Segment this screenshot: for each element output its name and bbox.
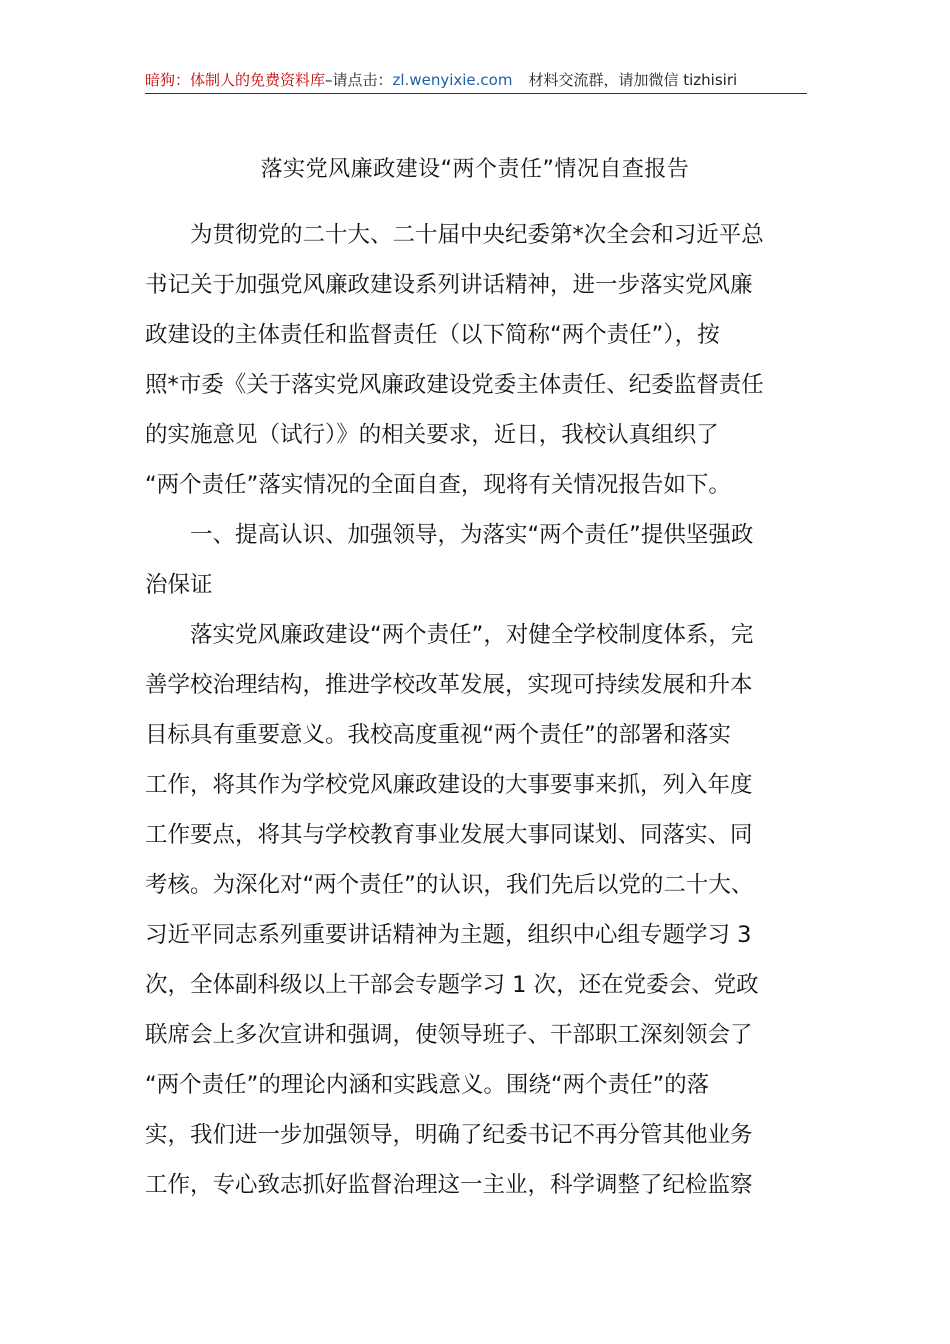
body-line: 考核。为深化对“两个责任”的认识，我们先后以党的二十大、 (145, 872, 754, 898)
page-header (145, 66, 807, 94)
section-heading-line: 治保证 (145, 572, 213, 598)
body-line: 政建设的主体责任和监督责任（以下简称“两个责任”），按 (145, 322, 720, 348)
body-line: 书记关于加强党风廉政建设系列讲话精神，进一步落实党风廉 (145, 272, 753, 298)
body-line: “两个责任”落实情况的全面自查，现将有关情况报告如下。 (145, 472, 731, 498)
body-line: 工作要点，将其与学校教育事业发展大事同谋划、同落实、同 (145, 822, 753, 848)
body-line: 目标具有重要意义。我校高度重视“两个责任”的部署和落实 (145, 722, 731, 748)
body-line: 为贯彻党的二十大、二十届中央纪委第*次全会和习近平总 (145, 222, 764, 248)
body-line: 工作，将其作为学校党风廉政建设的大事要事来抓，列入年度 (145, 772, 753, 798)
header-wechat: 材料交流群，请加微信 tizhisiri (528, 71, 738, 89)
header-site-link[interactable]: zl.wenyixie.com (392, 71, 513, 89)
body-line: 工作，专心致志抓好监督治理这一主业，科学调整了纪检监察 (145, 1172, 753, 1198)
body-line: 习近平同志系列重要讲话精神为主题，组织中心组专题学习 3 (145, 922, 752, 948)
body-line: 善学校治理结构，推进学校改革发展，实现可持续发展和升本 (145, 672, 753, 698)
body-line: 次，全体副科级以上干部会专题学习 1 次，还在党委会、党政 (145, 972, 759, 998)
body-line: 照*市委《关于落实党风廉政建设党委主体责任、纪委监督责任 (145, 372, 764, 398)
header-click-prefix: –请点击： (325, 71, 393, 89)
body-line: “两个责任”的理论内涵和实践意义。围绕“两个责任”的落 (145, 1072, 710, 1098)
document-title: 落实党风廉政建设“两个责任”情况自查报告 (260, 157, 690, 182)
body-line: 的实施意见（试行）》的相关要求，近日，我校认真组织了 (145, 422, 719, 448)
section-heading-line: 一、提高认识、加强领导，为落实“两个责任”提供坚强政 (145, 522, 754, 548)
document-body (145, 210, 807, 1210)
body-line: 落实党风廉政建设“两个责任”，对健全学校制度体系，完 (145, 622, 754, 648)
header-promo: 暗狗：体制人的免费资料库 (145, 71, 326, 89)
body-line: 联席会上多次宣讲和强调，使领导班子、干部职工深刻领会了 (145, 1022, 753, 1048)
body-line: 实，我们进一步加强领导，明确了纪委书记不再分管其他业务 (145, 1122, 753, 1148)
